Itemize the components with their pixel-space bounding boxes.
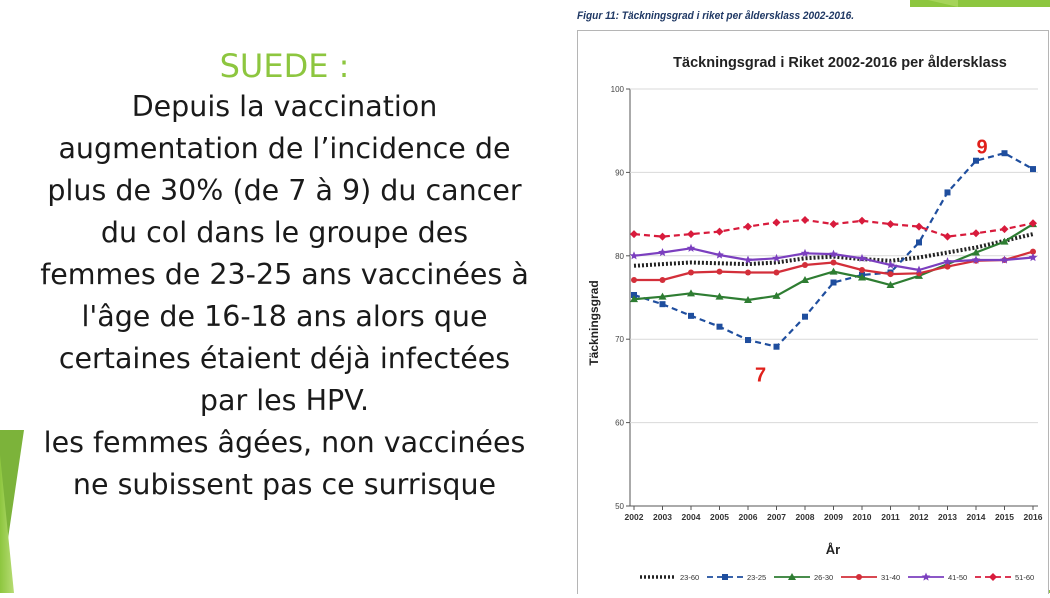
slide-line: augmentation de l’incidence de	[58, 132, 511, 165]
data-point-51-60	[887, 220, 895, 228]
x-tick-label: 2004	[681, 512, 701, 522]
legend-label: 23-60	[680, 573, 700, 582]
x-tick-label: 2012	[909, 512, 929, 522]
data-point-51-60	[801, 216, 809, 224]
data-point-51-60	[944, 233, 952, 241]
x-tick-label: 2008	[795, 512, 815, 522]
data-point-51-60	[858, 217, 866, 225]
slide-text-panel	[12, 46, 557, 506]
x-tick-label: 2002	[624, 512, 644, 522]
data-point-23-25	[945, 189, 951, 195]
data-point-41-50	[715, 251, 724, 259]
x-tick-label: 2005	[710, 512, 729, 522]
y-tick-label: 50	[615, 502, 624, 511]
data-point-51-60	[1001, 225, 1009, 233]
slide-line: l'âge de 16-18 ans alors que	[81, 300, 488, 333]
slide-line: femmes de 23-25 ans vaccinées à	[40, 258, 529, 291]
data-point-51-60	[915, 223, 923, 231]
data-point-31-40	[660, 277, 666, 283]
legend-marker-51-60	[989, 573, 997, 581]
legend-marker-31-40	[856, 574, 862, 580]
x-tick-label: 2007	[767, 512, 786, 522]
data-point-41-50	[687, 244, 696, 252]
data-point-51-60	[830, 220, 838, 228]
data-point-23-25	[745, 337, 751, 343]
legend-marker-23-25	[722, 574, 728, 580]
data-point-41-50	[658, 248, 667, 256]
x-tick-label: 2003	[653, 512, 672, 522]
slide-line: certaines étaient déjà infectées	[58, 342, 511, 375]
data-point-23-25	[831, 279, 837, 285]
x-axis-label: År	[825, 542, 841, 557]
data-point-51-60	[630, 230, 638, 238]
data-point-51-60	[773, 218, 781, 226]
data-point-23-25	[774, 344, 780, 350]
y-tick-label: 70	[615, 335, 624, 345]
data-point-31-40	[745, 269, 751, 275]
data-point-51-60	[659, 233, 667, 241]
legend-label: 41-50	[948, 573, 968, 582]
annotation-label: 9	[976, 136, 988, 159]
data-point-23-25	[688, 313, 694, 319]
x-tick-label: 2009	[824, 512, 843, 522]
x-tick-label: 2010	[852, 512, 872, 522]
y-tick-label: 100	[610, 85, 624, 94]
x-tick-label: 2015	[995, 512, 1014, 522]
data-point-23-25	[660, 301, 666, 307]
data-point-23-25	[916, 239, 922, 245]
x-tick-label: 2011	[881, 512, 900, 522]
slide-line: par les HPV.	[199, 384, 370, 417]
x-tick-label: 2014	[966, 512, 986, 522]
x-tick-label: 2006	[738, 512, 758, 522]
data-point-31-40	[802, 262, 808, 268]
accent-top-triangle	[928, 0, 958, 7]
data-point-51-60	[687, 230, 695, 238]
data-point-23-25	[1002, 150, 1008, 156]
figure-caption: Figur 11: Täckningsgrad i riket per åldersklass 2002-2016.	[577, 10, 855, 22]
annotation-label: 7	[754, 364, 767, 387]
y-tick-label: 80	[615, 251, 624, 261]
chart-title: Täckningsgrad i Riket 2002-2016 per åldersklass	[673, 55, 1007, 71]
legend-label: 26-30	[814, 573, 834, 582]
chart-container	[577, 30, 1049, 594]
data-point-31-40	[688, 269, 694, 275]
legend-label: 23-25	[747, 573, 767, 582]
legend-marker-41-50	[922, 573, 931, 581]
slide-line: ne subissent pas ce surrisque	[72, 468, 497, 501]
data-point-41-50	[1029, 253, 1038, 261]
data-point-51-60	[744, 223, 752, 231]
data-point-31-40	[888, 271, 894, 277]
data-point-31-40	[831, 259, 837, 265]
data-point-31-40	[717, 269, 723, 275]
data-point-41-50	[630, 251, 639, 259]
line-chart	[578, 31, 1048, 594]
slide-line: les femmes âgées, non vaccinées	[43, 426, 526, 459]
y-tick-label: 60	[615, 418, 624, 428]
data-point-23-25	[717, 324, 723, 330]
data-point-23-25	[1030, 166, 1036, 172]
legend-label: 31-40	[881, 573, 901, 582]
x-tick-label: 2013	[938, 512, 957, 522]
data-point-31-40	[631, 277, 637, 283]
slide-heading: SUEDE :	[219, 47, 350, 85]
y-tick-label: 90	[615, 168, 624, 178]
data-point-23-25	[802, 314, 808, 320]
x-tick-label: 2016	[1023, 512, 1043, 522]
slide-line: Depuis la vaccination	[131, 90, 438, 123]
slide-line: du col dans le groupe des	[100, 216, 469, 249]
data-point-31-40	[774, 269, 780, 275]
y-axis-label: Täckningsgrad	[587, 280, 601, 366]
data-point-51-60	[716, 228, 724, 236]
data-point-31-40	[859, 267, 865, 273]
slide-line: plus de 30% (de 7 à 9) du cancer	[47, 174, 522, 207]
legend-label: 51-60	[1015, 573, 1035, 582]
data-point-51-60	[972, 229, 980, 237]
